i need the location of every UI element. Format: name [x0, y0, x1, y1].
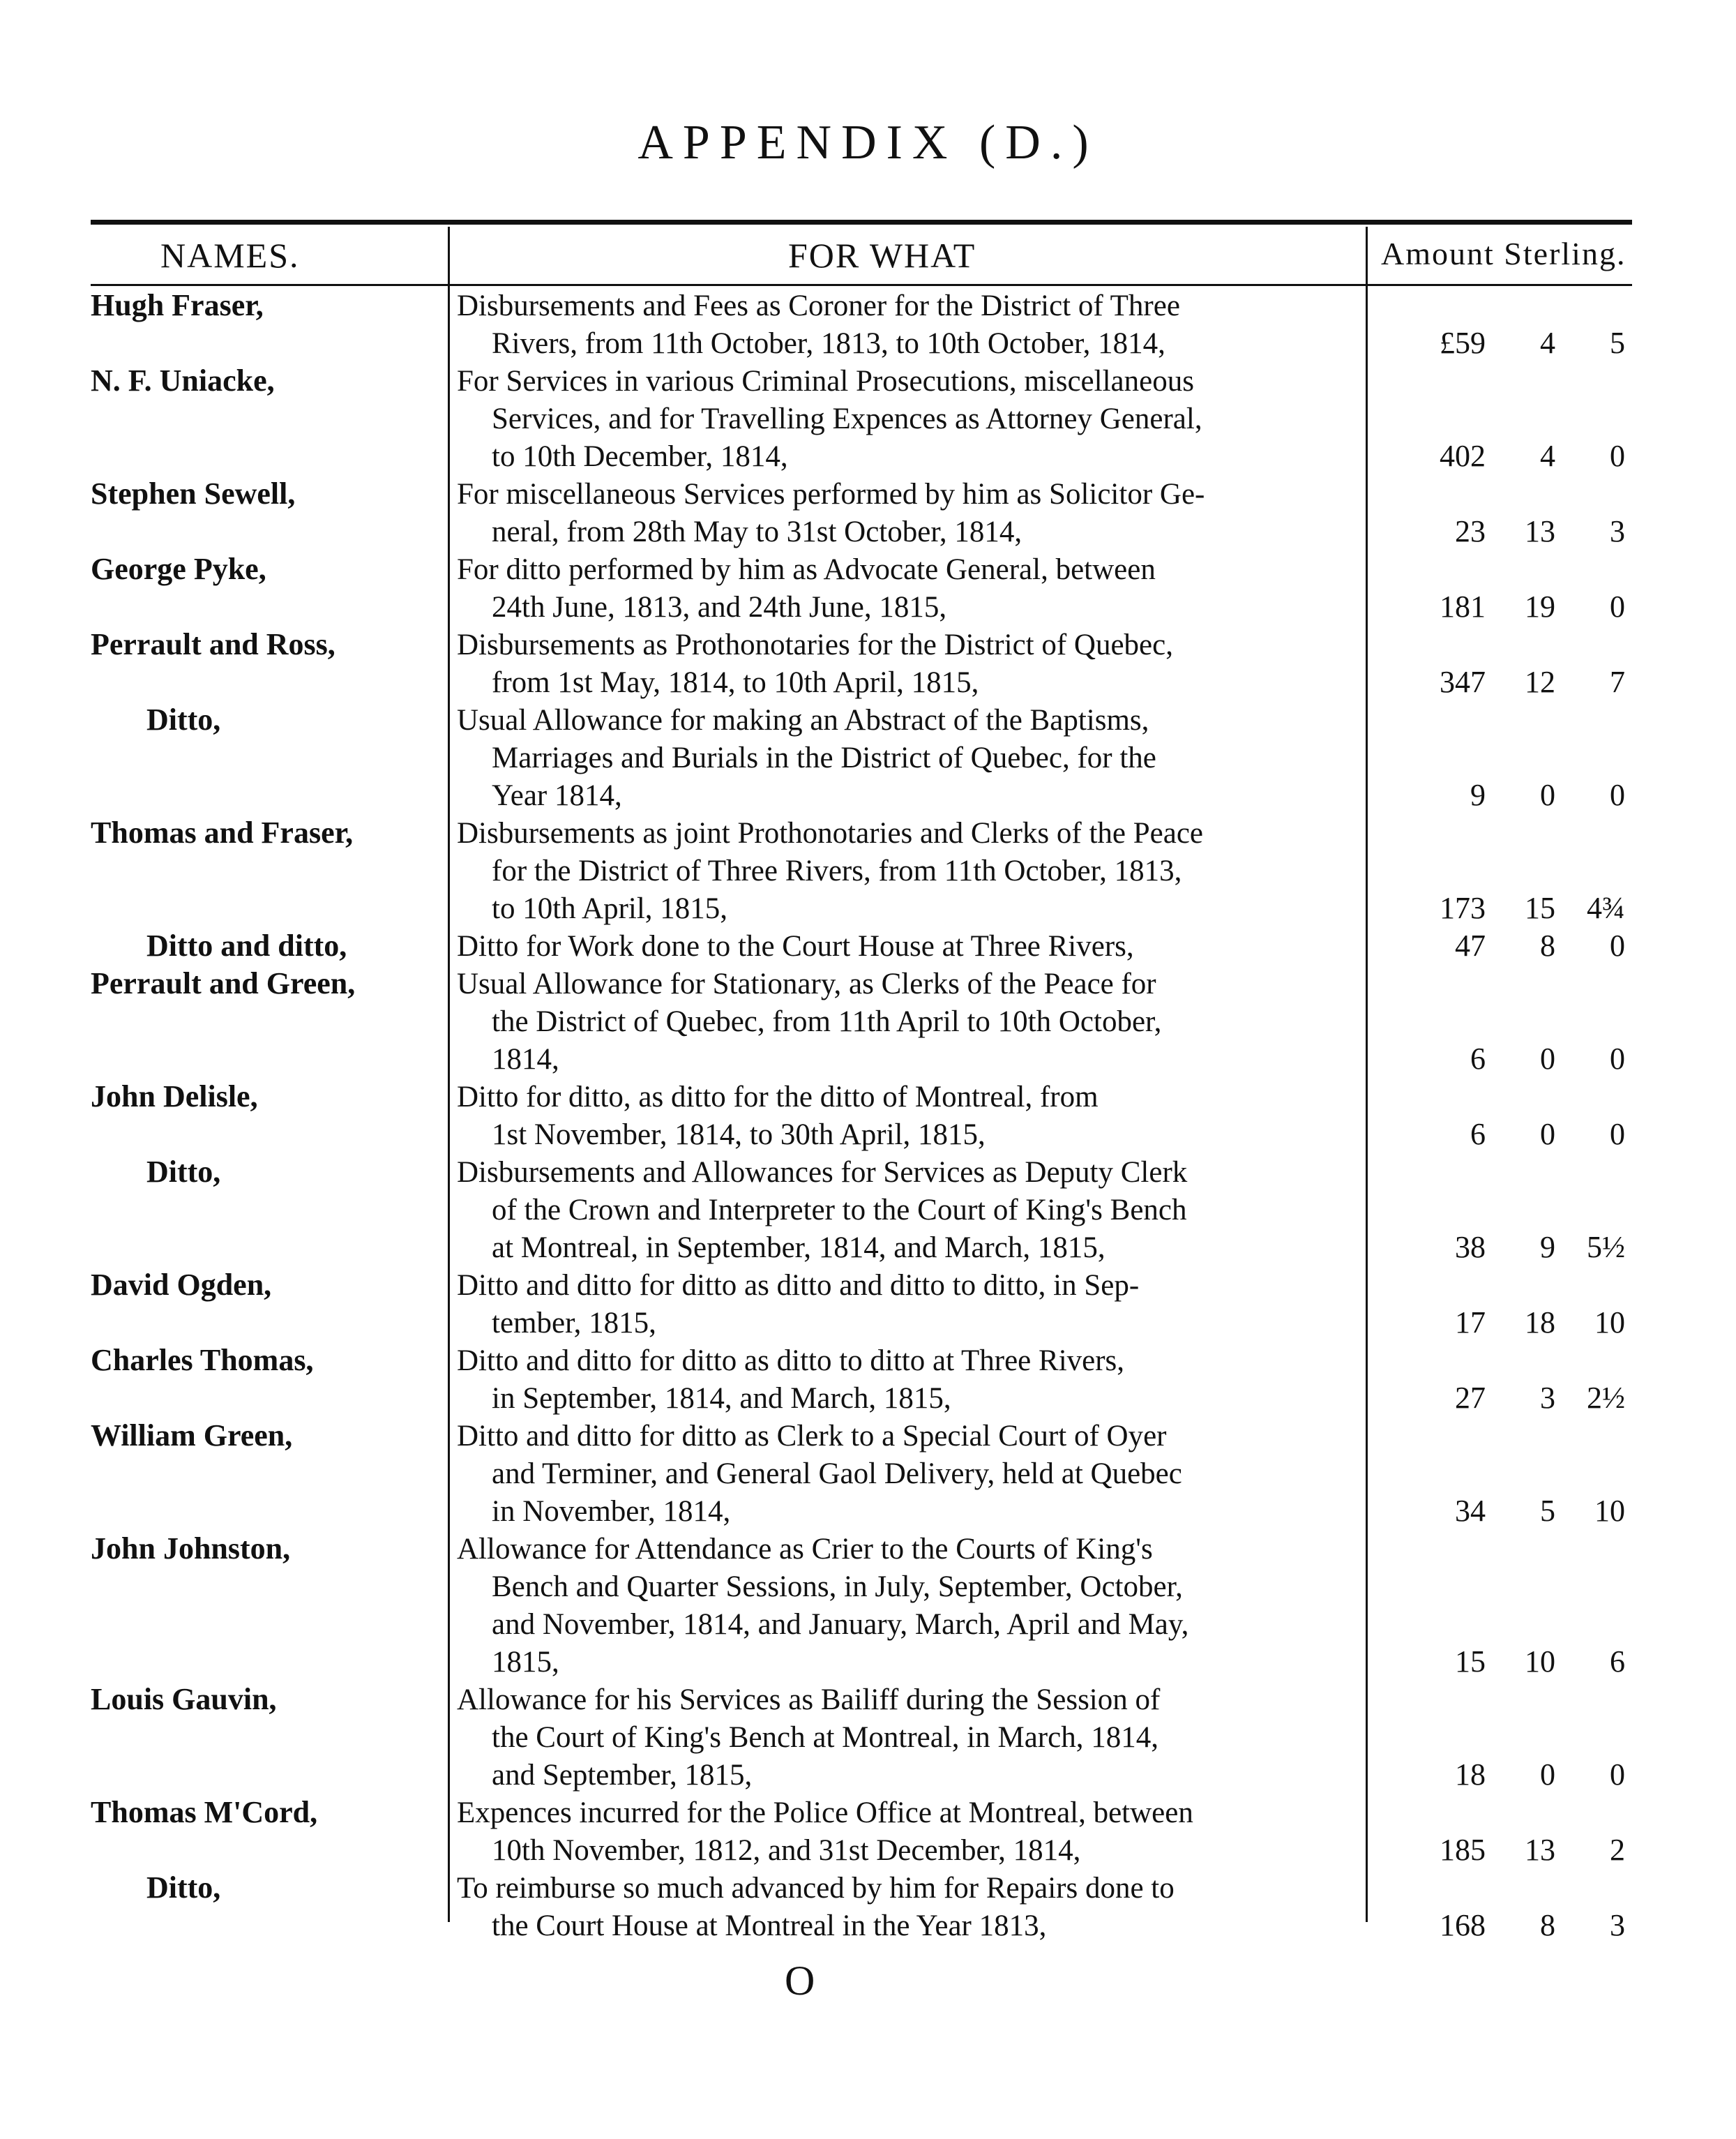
amount-shillings: 13 [1525, 514, 1555, 548]
amount-pounds: 6 [1470, 1117, 1486, 1151]
description-line: the Court House at Montreal in the Year 1813, [492, 1909, 1047, 1942]
description-line: Year 1814, [492, 779, 622, 812]
description-line: of the Crown and Interpreter to the Court of King's Bench [492, 1194, 1187, 1226]
amount-pence: 0 [1610, 439, 1625, 473]
row-name: John Johnston, [91, 1531, 291, 1566]
description-line: Allowance for Attendance as Crier to the Courts of King's [457, 1533, 1153, 1566]
description-line: To reimburse so much advanced by him for Repairs done to [457, 1872, 1175, 1905]
header-for-what: FOR WHAT [788, 236, 976, 275]
amount-shillings: 4 [1540, 326, 1555, 360]
row-name: Ditto, [146, 703, 221, 737]
description-line: from 1st May, 1814, to 10th April, 1815, [492, 666, 979, 699]
description-line: Ditto and ditto for ditto as ditto and ditto to ditto, in Sep- [457, 1269, 1140, 1302]
amount-pence: 0 [1610, 929, 1625, 963]
row-description [457, 551, 1360, 626]
description-line: Disbursements and Allowances for Services as Deputy Clerk [457, 1156, 1188, 1189]
description-line: Disbursements as joint Prothonotaries and Clerks of the Peace [457, 817, 1204, 850]
amount-pounds: 27 [1455, 1381, 1486, 1415]
row-description [457, 1681, 1360, 1794]
row-name: David Ogden, [91, 1268, 272, 1302]
amount-pounds: 185 [1440, 1833, 1486, 1867]
row-name: Ditto, [146, 1155, 221, 1189]
amount-pounds: 347 [1440, 665, 1486, 699]
amount-pence: 0 [1610, 1117, 1625, 1151]
amount-pounds: 18 [1455, 1757, 1486, 1792]
signature-mark: O [785, 1958, 815, 2004]
amount-shillings: 8 [1540, 929, 1555, 963]
row-name: George Pyke, [91, 552, 266, 586]
description-line: the Court of King's Bench at Montreal, in March, 1814, [492, 1721, 1158, 1754]
description-line: Disbursements and Fees as Coroner for the District of Three [457, 290, 1180, 322]
amount-pounds: 17 [1455, 1305, 1486, 1339]
row-description [457, 1418, 1360, 1531]
amount-shillings: 9 [1540, 1230, 1555, 1264]
description-line: 1815, [492, 1646, 559, 1679]
amount-pence: 0 [1610, 1757, 1625, 1792]
row-description [457, 1267, 1360, 1342]
amount-shillings: 10 [1525, 1644, 1555, 1679]
description-line: for the District of Three Rivers, from 11th October, 1813, [492, 855, 1182, 887]
amount-shillings: 12 [1525, 665, 1555, 699]
amount-pence: 2½ [1587, 1381, 1625, 1415]
row-description [457, 1342, 1360, 1418]
amount-pounds: £59 [1440, 326, 1486, 360]
amount-shillings: 5 [1540, 1494, 1555, 1528]
description-line: 24th June, 1813, and 24th June, 1815, [492, 591, 947, 624]
amount-shillings: 13 [1525, 1833, 1555, 1867]
row-description [457, 1531, 1360, 1681]
amount-shillings: 15 [1525, 891, 1555, 925]
amount-pounds: 6 [1470, 1042, 1486, 1076]
row-description [457, 966, 1360, 1079]
header-names: NAMES. [160, 236, 300, 275]
description-line: Bench and Quarter Sessions, in July, September, October, [492, 1570, 1183, 1603]
description-line: Usual Allowance for Stationary, as Clerks of the Peace for [457, 968, 1156, 1000]
row-name: Perrault and Ross, [91, 627, 335, 661]
amount-shillings: 18 [1525, 1305, 1555, 1339]
amount-shillings: 0 [1540, 1757, 1555, 1792]
amount-pounds: 402 [1440, 439, 1486, 473]
description-line: For Services in various Criminal Prosecutions, miscellaneous [457, 365, 1194, 398]
description-line: 1814, [492, 1043, 559, 1076]
row-name: Louis Gauvin, [91, 1682, 277, 1716]
description-line: Ditto and ditto for ditto as ditto to ditto at Three Rivers, [457, 1344, 1125, 1377]
row-name: Ditto and ditto, [146, 929, 347, 963]
amount-shillings: 0 [1540, 778, 1555, 812]
amount-pence: 0 [1610, 1042, 1625, 1076]
row-name: William Green, [91, 1418, 293, 1453]
row-name: Charles Thomas, [91, 1343, 314, 1377]
description-line: Ditto for ditto, as ditto for the ditto of Montreal, from [457, 1081, 1099, 1113]
amount-pounds: 9 [1470, 778, 1486, 812]
row-name: Hugh Fraser, [91, 288, 264, 322]
row-description [457, 815, 1360, 928]
table-header [91, 227, 1632, 286]
amount-pounds: 38 [1455, 1230, 1486, 1264]
row-description [457, 363, 1360, 476]
amount-pence: 10 [1594, 1305, 1625, 1339]
description-line: For ditto performed by him as Advocate General, between [457, 553, 1156, 586]
description-line: and November, 1814, and January, March, April and May, [492, 1608, 1189, 1641]
row-name: N. F. Uniacke, [91, 363, 275, 398]
description-line: to 10th April, 1815, [492, 892, 728, 925]
description-line: Marriages and Burials in the District of Quebec, for the [492, 742, 1156, 774]
header-amount: Amount Sterling. [1381, 236, 1626, 271]
description-line: Expences incurred for the Police Office at Montreal, between [457, 1796, 1193, 1829]
amount-pence: 0 [1610, 590, 1625, 624]
amount-pence: 2 [1610, 1833, 1625, 1867]
amount-shillings: 0 [1540, 1042, 1555, 1076]
column-divider-amount [1366, 227, 1368, 1922]
description-line: to 10th December, 1814, [492, 440, 788, 473]
row-description [457, 476, 1360, 551]
description-line: at Montreal, in September, 1814, and March, 1815, [492, 1231, 1105, 1264]
description-line: in November, 1814, [492, 1495, 731, 1528]
description-line: Ditto for Work done to the Court House at Three Rivers, [457, 930, 1134, 963]
amount-pounds: 23 [1455, 514, 1486, 548]
amount-pounds: 34 [1455, 1494, 1486, 1528]
amount-pence: 7 [1610, 665, 1625, 699]
amount-pence: 5 [1610, 326, 1625, 360]
amount-shillings: 4 [1540, 439, 1555, 473]
description-line: neral, from 28th May to 31st October, 1814, [492, 516, 1022, 548]
row-name: Perrault and Green, [91, 966, 356, 1000]
description-line: and Terminer, and General Gaol Delivery, held at Quebec [492, 1457, 1182, 1490]
row-description [457, 1079, 1360, 1154]
row-description [457, 626, 1360, 702]
amount-pence: 3 [1610, 514, 1625, 548]
amount-pence: 4¾ [1587, 891, 1625, 925]
description-line: the District of Quebec, from 11th April to 10th October, [492, 1005, 1162, 1038]
description-line: tember, 1815, [492, 1307, 656, 1339]
amount-shillings: 0 [1540, 1117, 1555, 1151]
description-line: Allowance for his Services as Bailiff during the Session of [457, 1683, 1161, 1716]
description-line: in September, 1814, and March, 1815, [492, 1382, 951, 1415]
description-line: Rivers, from 11th October, 1813, to 10th October, 1814, [492, 327, 1165, 360]
page-title: APPENDIX (D.) [637, 116, 1099, 170]
description-line: Disbursements as Prothonotaries for the District of Quebec, [457, 629, 1173, 661]
description-line: Ditto and ditto for ditto as Clerk to a Special Court of Oyer [457, 1420, 1167, 1453]
top-rule [91, 220, 1632, 225]
row-name: John Delisle, [91, 1079, 258, 1113]
row-name: Stephen Sewell, [91, 476, 296, 511]
amount-pounds: 47 [1455, 929, 1486, 963]
description-line: Services, and for Travelling Expences as Attorney General, [492, 403, 1202, 435]
description-line: Usual Allowance for making an Abstract of the Baptisms, [457, 704, 1149, 737]
amount-pence: 3 [1610, 1908, 1625, 1942]
amount-pounds: 168 [1440, 1908, 1486, 1942]
amount-shillings: 8 [1540, 1908, 1555, 1942]
column-divider-names [448, 227, 450, 1922]
description-line: For miscellaneous Services performed by him as Solicitor Ge- [457, 478, 1205, 511]
amount-pence: 0 [1610, 778, 1625, 812]
amount-pence: 10 [1594, 1494, 1625, 1528]
amount-pence: 5½ [1587, 1230, 1625, 1264]
row-description [457, 1794, 1360, 1870]
description-line: and September, 1815, [492, 1759, 753, 1792]
row-description [457, 1870, 1360, 1945]
amount-shillings: 19 [1525, 590, 1555, 624]
description-line: 1st November, 1814, to 30th April, 1815, [492, 1118, 986, 1151]
amount-pounds: 181 [1440, 590, 1486, 624]
row-name: Ditto, [146, 1870, 221, 1905]
row-description [457, 928, 1360, 966]
amount-shillings: 3 [1540, 1381, 1555, 1415]
row-description [457, 287, 1360, 363]
amount-pounds: 173 [1440, 891, 1486, 925]
amount-pounds: 15 [1455, 1644, 1486, 1679]
row-description [457, 702, 1360, 815]
row-name: Thomas and Fraser, [91, 816, 354, 850]
row-description [457, 1154, 1360, 1267]
row-name: Thomas M'Cord, [91, 1795, 318, 1829]
amount-pence: 6 [1610, 1644, 1625, 1679]
description-line: 10th November, 1812, and 31st December, 1814, [492, 1834, 1081, 1867]
